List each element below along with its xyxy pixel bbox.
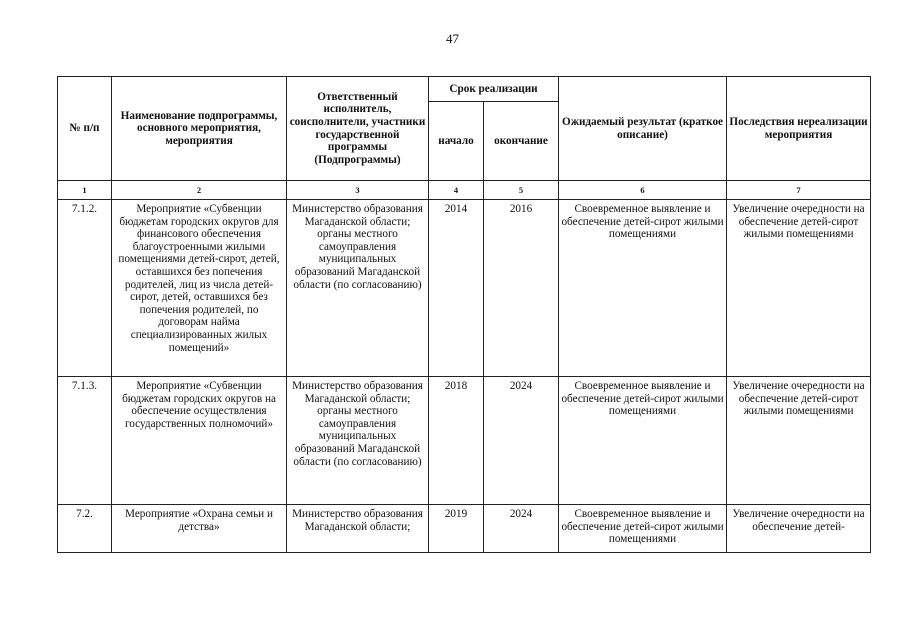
row-number: 7.2. bbox=[58, 505, 112, 553]
row-executor: Министерство образования Магаданской области; органы местного самоуправления муниципальных образований Магаданской области (по согласованию) bbox=[287, 200, 429, 377]
header-name: Наименование подпрограммы, основного мероприятия, мероприятия bbox=[112, 77, 287, 181]
row-number: 7.1.2. bbox=[58, 200, 112, 377]
row-number: 7.1.3. bbox=[58, 377, 112, 505]
column-number: 2 bbox=[112, 181, 287, 200]
header-number: № п/п bbox=[58, 77, 112, 181]
row-name: Мероприятие «Субвенции бюджетам городских округов на обеспечение осуществления государственных полномочий» bbox=[112, 377, 287, 505]
page-number: 47 bbox=[446, 31, 459, 46]
table-row bbox=[58, 505, 871, 553]
header-term: Срок реализации bbox=[429, 77, 559, 102]
column-number: 4 bbox=[429, 181, 484, 200]
row-result: Своевременное выявление и обеспечение детей-сирот жилыми помещениями bbox=[559, 505, 727, 553]
header-row-1 bbox=[58, 77, 871, 102]
row-start: 2014 bbox=[429, 200, 484, 377]
column-number: 7 bbox=[727, 181, 871, 200]
row-start: 2019 bbox=[429, 505, 484, 553]
row-end: 2024 bbox=[484, 377, 559, 505]
header-end: окончание bbox=[484, 102, 559, 181]
column-numbers-row bbox=[58, 181, 871, 200]
row-end: 2024 bbox=[484, 505, 559, 553]
table-row bbox=[58, 377, 871, 505]
column-number: 3 bbox=[287, 181, 429, 200]
row-end: 2016 bbox=[484, 200, 559, 377]
row-executor: Министерство образования Магаданской области; органы местного самоуправления муниципальных образований Магаданской области (по согласованию) bbox=[287, 377, 429, 505]
row-name: Мероприятие «Субвенции бюджетам городских округов для финансового обеспечения благоустроенными жилыми помещениями детей-сирот, детей, оставшихся без попечения родителей, лиц из числа детей-сирот, детей, оставшихся без попечения родителей, по договорам найма специализированных жилых помещений» bbox=[112, 200, 287, 377]
row-consequence: Увеличение очередности на обеспечение детей-сирот жилыми помещениями bbox=[727, 200, 871, 377]
column-number: 6 bbox=[559, 181, 727, 200]
row-result: Своевременное выявление и обеспечение детей-сирот жилыми помещениями bbox=[559, 377, 727, 505]
table-row bbox=[58, 200, 871, 377]
row-consequence: Увеличение очередности на обеспечение детей-сирот жилыми помещениями bbox=[727, 377, 871, 505]
row-name: Мероприятие «Охрана семьи и детства» bbox=[112, 505, 287, 553]
program-table bbox=[57, 76, 871, 553]
header-start: начало bbox=[429, 102, 484, 181]
header-consequence: Последствия нереализации мероприятия bbox=[727, 77, 871, 181]
row-result: Своевременное выявление и обеспечение детей-сирот жилыми помещениями bbox=[559, 200, 727, 377]
row-start: 2018 bbox=[429, 377, 484, 505]
column-number: 5 bbox=[484, 181, 559, 200]
row-executor: Министерство образования Магаданской области; bbox=[287, 505, 429, 553]
header-executor: Ответственный исполнитель, соисполнители, участники государственной программы (Подпрограммы) bbox=[287, 77, 429, 181]
header-result: Ожидаемый результат (краткое описание) bbox=[559, 77, 727, 181]
column-number: 1 bbox=[58, 181, 112, 200]
row-consequence: Увеличение очередности на обеспечение детей- bbox=[727, 505, 871, 553]
